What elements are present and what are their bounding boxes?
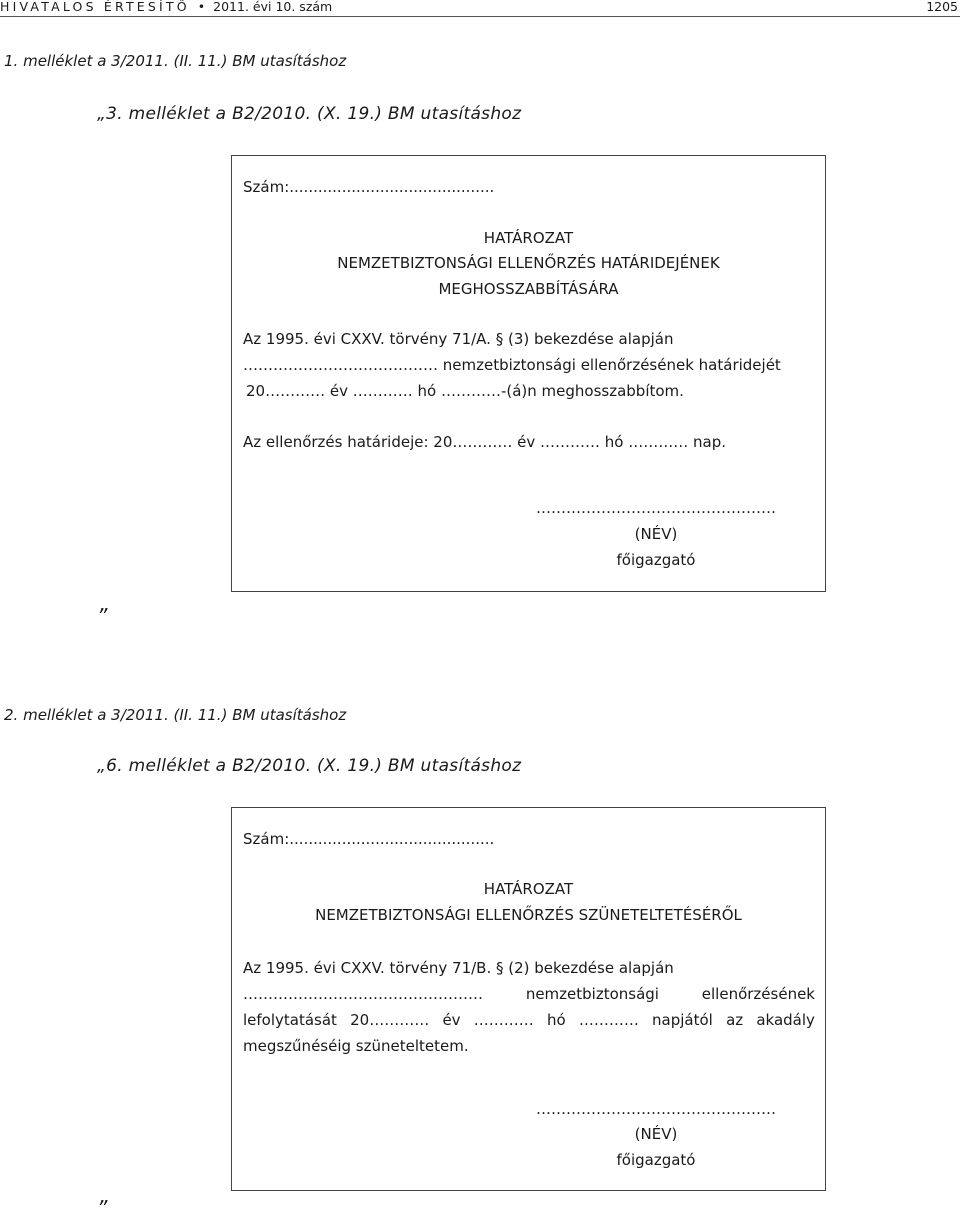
issue-label: 2011. évi 10. szám xyxy=(213,0,333,14)
legal-basis-line: Az 1995. évi CXXV. törvény 71/A. § (3) bekezdése alapján xyxy=(243,330,674,348)
annex1-inner-title: „3. melléklet a B2/2010. (X. 19.) BM utasításhoz xyxy=(97,104,522,124)
closing-quote: ” xyxy=(97,604,108,628)
form-subheading-2: MEGHOSSZABBÍTÁSÁRA xyxy=(438,280,619,298)
signature-title: főigazgató xyxy=(616,551,696,569)
szam-field: Szám:........................................... xyxy=(243,830,495,848)
word: az xyxy=(726,1011,744,1029)
annex2-form-box xyxy=(231,807,826,1191)
month-blank: ………… xyxy=(473,1011,534,1029)
signature-dots: ………………………………………… xyxy=(536,1100,776,1118)
suspension-date-line xyxy=(243,1011,815,1029)
header-bullet: • xyxy=(197,0,206,14)
subject-dots: ………………………………………… xyxy=(243,985,483,1003)
journal-title: HIVATALOS ÉRTESÍTŐ xyxy=(0,0,190,14)
szam-field: Szám:........................................... xyxy=(243,178,495,196)
signature-title: főigazgató xyxy=(616,1151,696,1169)
year-blank: 20………… xyxy=(350,1011,430,1029)
signature-dots: ………………………………………… xyxy=(536,499,776,517)
signature-name: (NÉV) xyxy=(634,1125,678,1143)
form-subheading: NEMZETBIZTONSÁGI ELLENŐRZÉS SZÜNETELTETÉSÉRŐL xyxy=(315,906,742,924)
extension-date-line: 20………… év ………… hó …………-(á)n meghosszabbítom. xyxy=(246,382,684,400)
closing-quote: ” xyxy=(97,1196,108,1220)
day-blank: ………… xyxy=(578,1011,639,1029)
annex1-form-box xyxy=(231,155,826,592)
form-subheading: NEMZETBIZTONSÁGI ELLENŐRZÉS HATÁRIDEJÉNEK xyxy=(337,254,720,272)
subject-line: ………………………………… nemzetbiztonsági ellenőrzésének határidejét xyxy=(243,356,781,374)
running-header xyxy=(0,0,332,13)
word: hó xyxy=(546,1011,566,1029)
subject-line xyxy=(243,985,815,1003)
legal-basis-line: Az 1995. évi CXXV. törvény 71/B. § (2) bekezdése alapján xyxy=(243,959,674,977)
annex2-inner-title: „6. melléklet a B2/2010. (X. 19.) BM utasításhoz xyxy=(97,756,522,776)
page-number: 1205 xyxy=(926,0,958,14)
word: napjától xyxy=(652,1011,713,1029)
word: év xyxy=(442,1011,461,1029)
annex2-title: 2. melléklet a 3/2011. (II. 11.) BM utasításhoz xyxy=(4,706,347,724)
annex1-title: 1. melléklet a 3/2011. (II. 11.) BM utasításhoz xyxy=(4,52,347,70)
subject-word-1: nemzetbiztonsági xyxy=(525,985,659,1003)
signature-name: (NÉV) xyxy=(634,525,678,543)
form-heading: HATÁROZAT xyxy=(483,880,574,898)
deadline-line: Az ellenőrzés határideje: 20………… év ………… hó ………… nap. xyxy=(243,433,727,451)
form-heading: HATÁROZAT xyxy=(483,229,574,247)
word: akadály xyxy=(756,1011,815,1029)
word: lefolytatását xyxy=(243,1011,337,1029)
suspension-end-line: megszűnéséig szüneteltetem. xyxy=(243,1037,469,1055)
header-rule xyxy=(0,16,960,17)
subject-word-2: ellenőrzésének xyxy=(701,985,815,1003)
